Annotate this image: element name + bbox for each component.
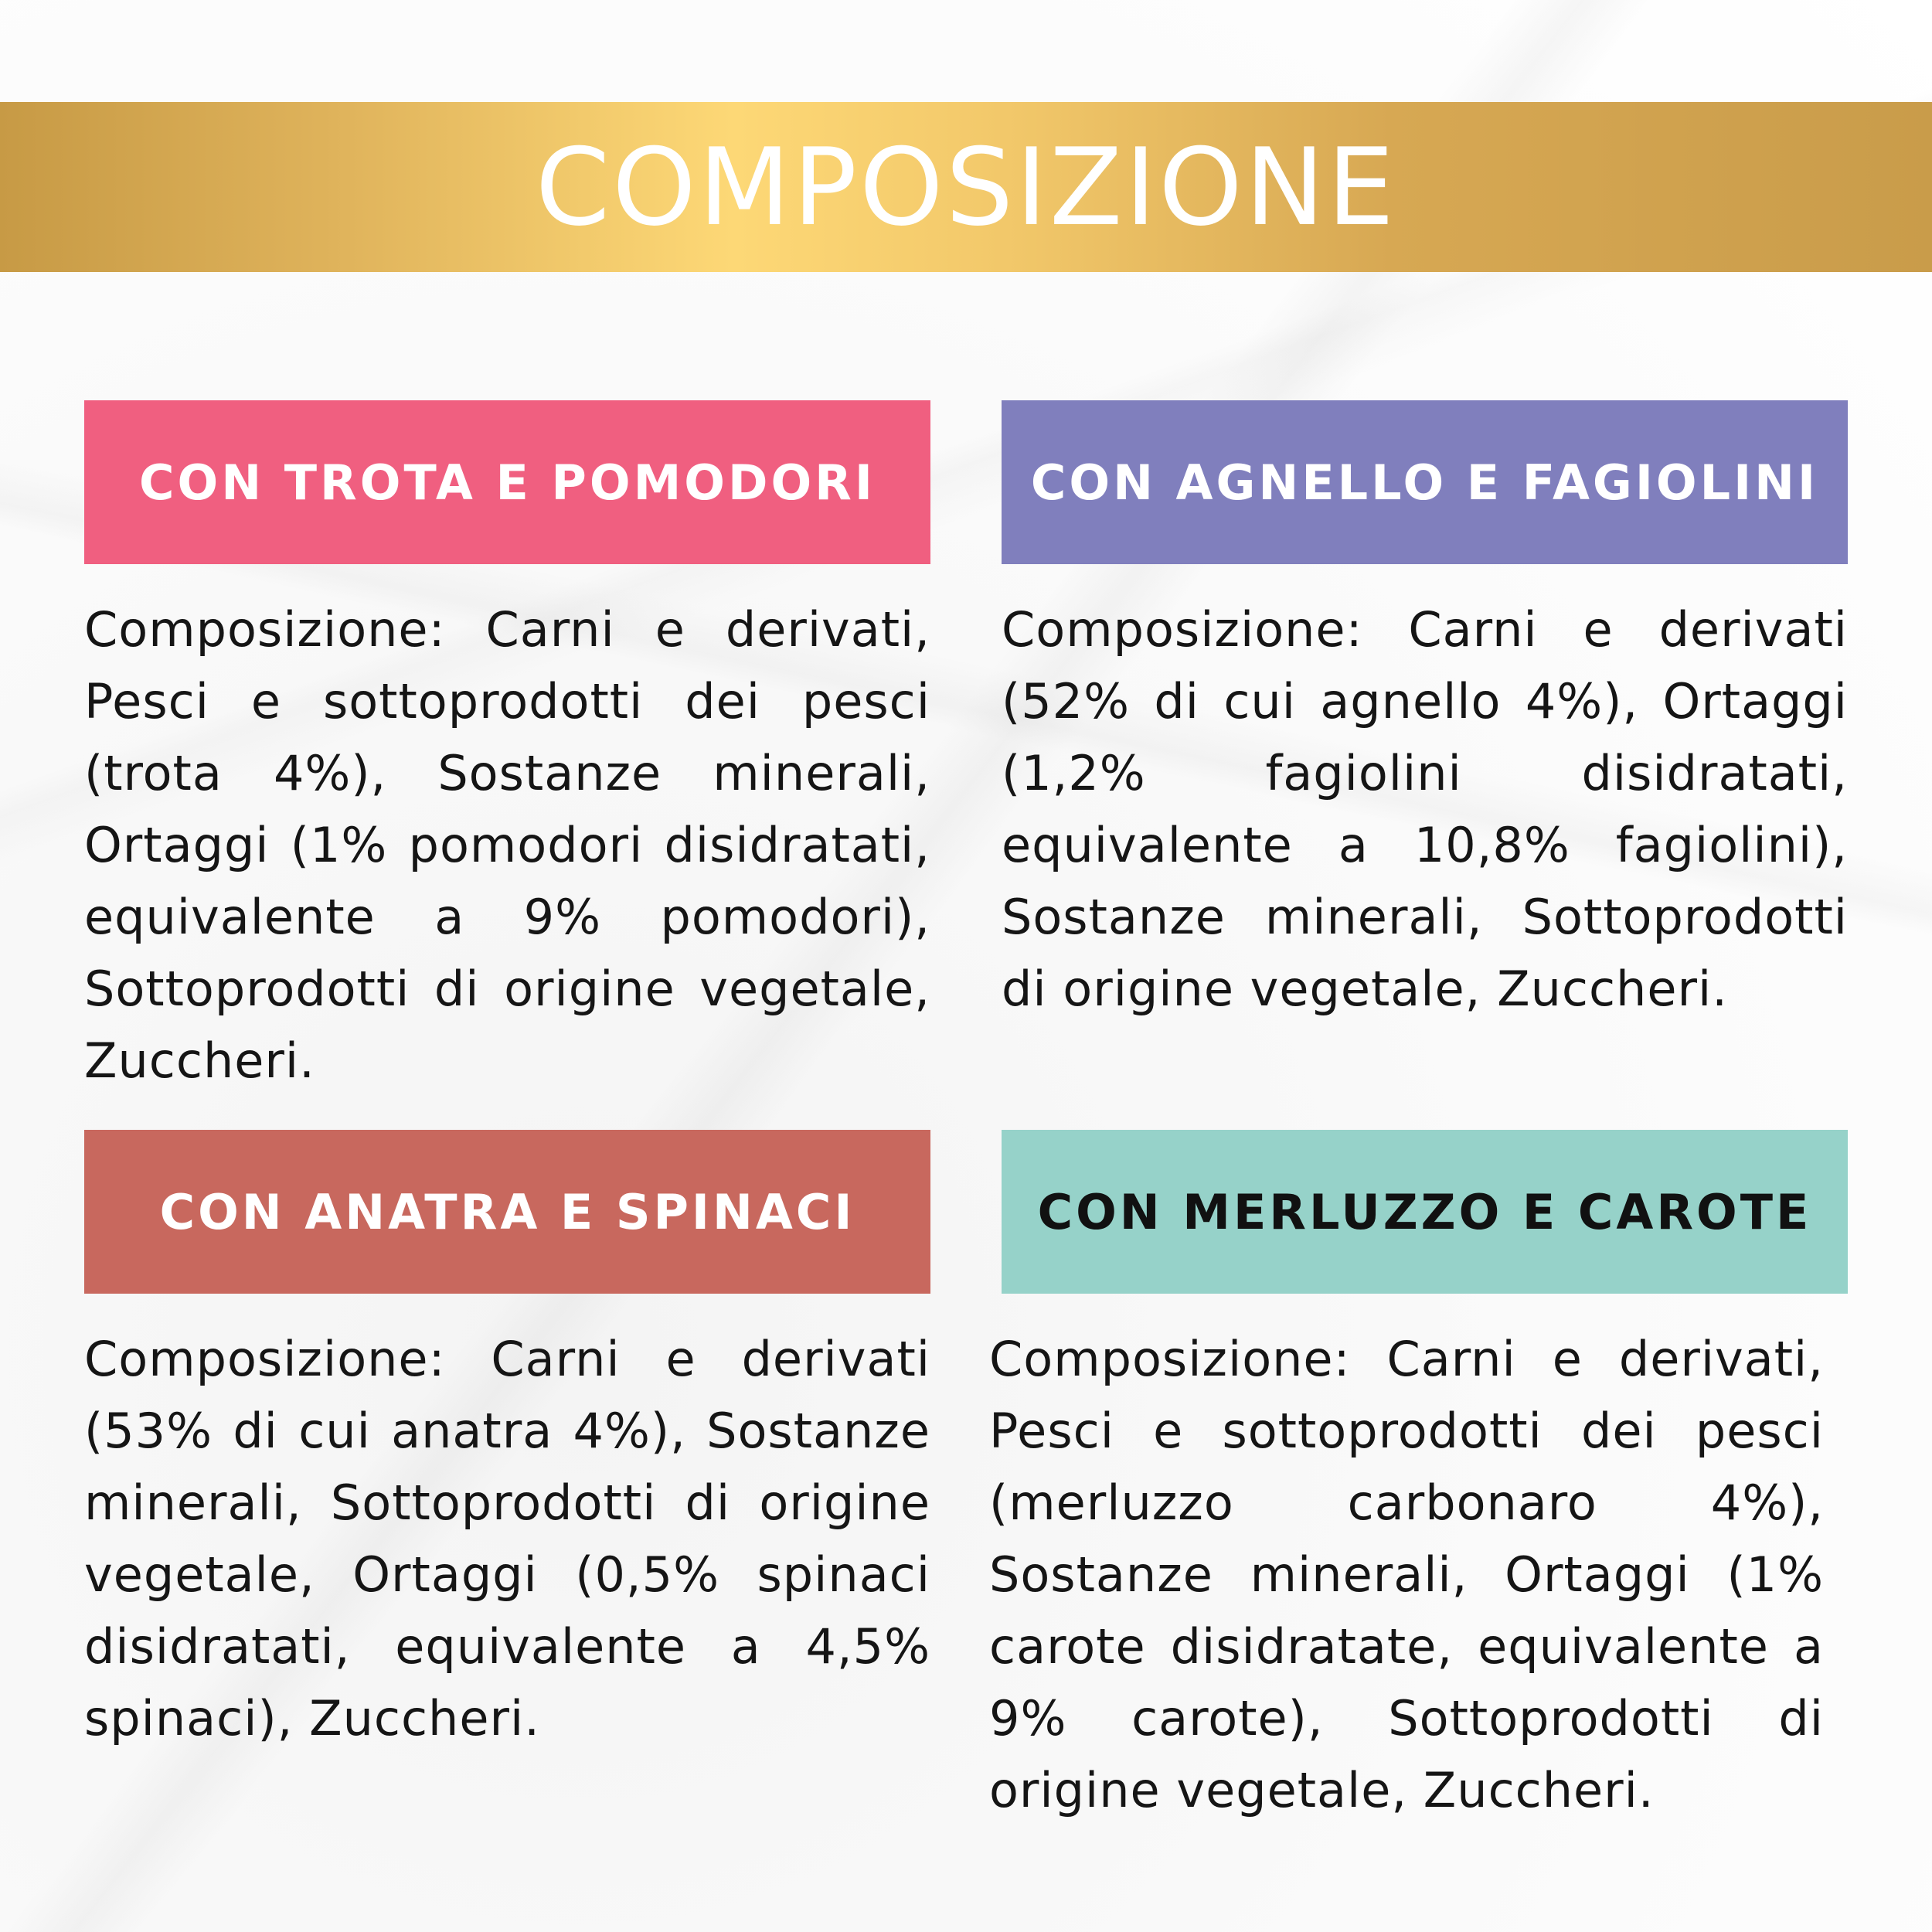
card-anatra-spinaci bbox=[84, 1130, 930, 1754]
card-composition-text: Composizione: Carni e derivati, Pesci e sottoprodotti dei pesci (trota 4%), Sostanze minerali, Ortaggi (1% pomodori disidratati, equivalente a 9% pomodori), Sottoprodotti di origine vegetale, Zuccheri. bbox=[84, 601, 930, 1089]
card-title: CON AGNELLO E FAGIOLINI bbox=[1030, 454, 1819, 511]
card-trota-pomodori bbox=[84, 400, 930, 1097]
card-title: CON ANATRA E SPINACI bbox=[159, 1183, 855, 1240]
card-header bbox=[1002, 1130, 1848, 1294]
card-composition-text: Composizione: Carni e derivati (53% di cui anatra 4%), Sostanze minerali, Sottoprodotti di origine vegetale, Ortaggi (0,5% spinaci disidratati, equivalente a 4,5% spinaci), Zuccheri. bbox=[84, 1331, 930, 1747]
card-header bbox=[84, 400, 930, 564]
card-header bbox=[84, 1130, 930, 1294]
card-agnello-fagiolini bbox=[1002, 400, 1848, 1025]
card-composition-text: Composizione: Carni e derivati, Pesci e sottoprodotti dei pesci (merluzzo carbonaro 4%), Sostanze minerali, Ortaggi (1% carote disidratate, equivalente a 9% carote), Sottoprodotti di origine vegetale, Zuccheri. bbox=[989, 1331, 1824, 1818]
title-banner bbox=[0, 102, 1932, 272]
page-title: COMPOSIZIONE bbox=[535, 124, 1397, 250]
card-title: CON MERLUZZO E CAROTE bbox=[1037, 1183, 1812, 1240]
card-header bbox=[1002, 400, 1848, 564]
card-title: CON TROTA E POMODORI bbox=[139, 454, 876, 511]
card-composition-text: Composizione: Carni e derivati (52% di cui agnello 4%), Ortaggi (1,2% fagiolini disidratati, equivalente a 10,8% fagiolini), Sostanze minerali, Sottoprodotti di origine vegetale, Zuccheri. bbox=[1002, 601, 1848, 1017]
card-merluzzo-carote bbox=[989, 1130, 1848, 1826]
